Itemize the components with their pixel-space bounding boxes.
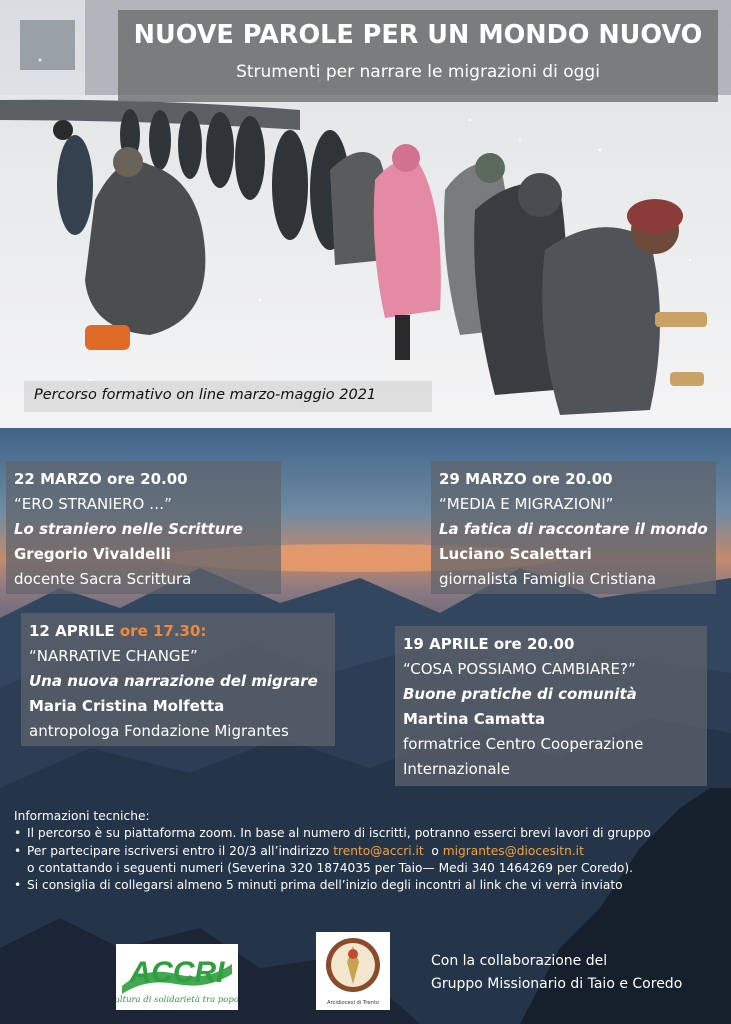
event-speaker-role: antropologa Fondazione Migrantes — [29, 722, 289, 740]
collaboration-line-2: Gruppo Missionario di Taio e Coredo — [431, 976, 683, 992]
bullet: • — [14, 878, 22, 893]
event-card-12-aprile — [21, 613, 335, 746]
event-title: “COSA POSSIAMO CAMBIARE?” — [403, 660, 636, 678]
accri-logo-mark — [116, 944, 238, 1010]
info-text: Il percorso è su piattaforma zoom. In base al numero di iscritti, potranno esserci brevi lavori di gruppo — [27, 826, 651, 841]
collaboration-line-1: Con la collaborazione del — [431, 953, 608, 969]
accri-logo-tagline: cultura di solidarietà tra popoli — [116, 995, 238, 1005]
info-item-platform — [14, 825, 714, 842]
event-title: “MEDIA E MIGRAZIONI” — [439, 495, 614, 513]
event-date — [29, 619, 335, 644]
event-card-22-marzo — [6, 461, 281, 594]
bullet: • — [14, 843, 22, 858]
event-speaker-role: docente Sacra Scrittura — [14, 570, 192, 588]
info-item-connect — [14, 877, 714, 894]
collaboration-credit — [431, 950, 682, 996]
info-text: o contattando i seguenti numeri (Severina 320 1874035 per Taio— Medi 340 1464269 per Coredo). — [27, 860, 634, 875]
event-date-day: 12 APRILE — [29, 622, 115, 640]
event-date: 19 APRILE ore 20.00 — [403, 635, 575, 653]
page-title: NUOVE PAROLE PER UN MONDO NUOVO — [133, 20, 703, 50]
email-link-accri[interactable]: trento@accri.it — [333, 843, 424, 858]
diocese-seal — [316, 932, 390, 1010]
event-card-19-aprile — [395, 626, 707, 786]
event-card-29-marzo — [431, 461, 716, 594]
info-text: Si consiglia di collegarsi almeno 5 minuti prima dell’inizio degli incontri al link che vi verrà inviato — [27, 878, 623, 893]
event-subtitle: La fatica di raccontare il mondo — [439, 520, 708, 538]
info-text: o — [423, 843, 443, 858]
event-subtitle: Buone pratiche di comunità — [403, 685, 637, 703]
event-title: “ERO STRANIERO …” — [14, 495, 172, 513]
event-speaker: Luciano Scalettari — [439, 545, 592, 563]
info-item-registration — [14, 843, 714, 860]
title-banner — [118, 10, 718, 102]
event-subtitle: Lo straniero nelle Scritture — [14, 520, 243, 538]
diocese-logo — [316, 932, 390, 1010]
event-speaker: Maria Cristina Molfetta — [29, 697, 225, 715]
email-link-migrantes[interactable]: migrantes@diocesitn.it — [442, 843, 584, 858]
info-item-phone — [14, 860, 714, 877]
event-speaker-role: giornalista Famiglia Cristiana — [439, 570, 657, 588]
info-heading: Informazioni tecniche: — [14, 809, 150, 823]
bullet: • — [14, 826, 22, 841]
info-list — [14, 825, 714, 894]
event-speaker-role: formatrice Centro Cooperazione — [403, 735, 644, 753]
accri-logo-name: ACCRI — [129, 956, 225, 989]
event-date: 22 MARZO ore 20.00 — [14, 470, 188, 488]
diocese-name: Arcidiocesi di Trento — [326, 1000, 380, 1006]
accri-logo — [116, 944, 238, 1010]
event-date: 29 MARZO ore 20.00 — [439, 470, 613, 488]
event-time-highlight: ore 17.30: — [119, 622, 207, 640]
page-subtitle: Strumenti per narrare le migrazioni di oggi — [236, 62, 600, 82]
info-text: Per partecipare iscriversi entro il 20/3 all’indirizzo — [27, 843, 334, 858]
event-title: “NARRATIVE CHANGE” — [29, 647, 198, 665]
period-banner — [24, 381, 432, 412]
technical-info — [14, 808, 714, 894]
event-subtitle: Una nuova narrazione del migrare — [29, 672, 318, 690]
event-speaker-role-cont: Internazionale — [403, 760, 510, 778]
event-speaker: Gregorio Vivaldelli — [14, 545, 171, 563]
period-text: Percorso formativo on line marzo-maggio 2021 — [34, 387, 377, 403]
event-speaker: Martina Camatta — [403, 710, 546, 728]
